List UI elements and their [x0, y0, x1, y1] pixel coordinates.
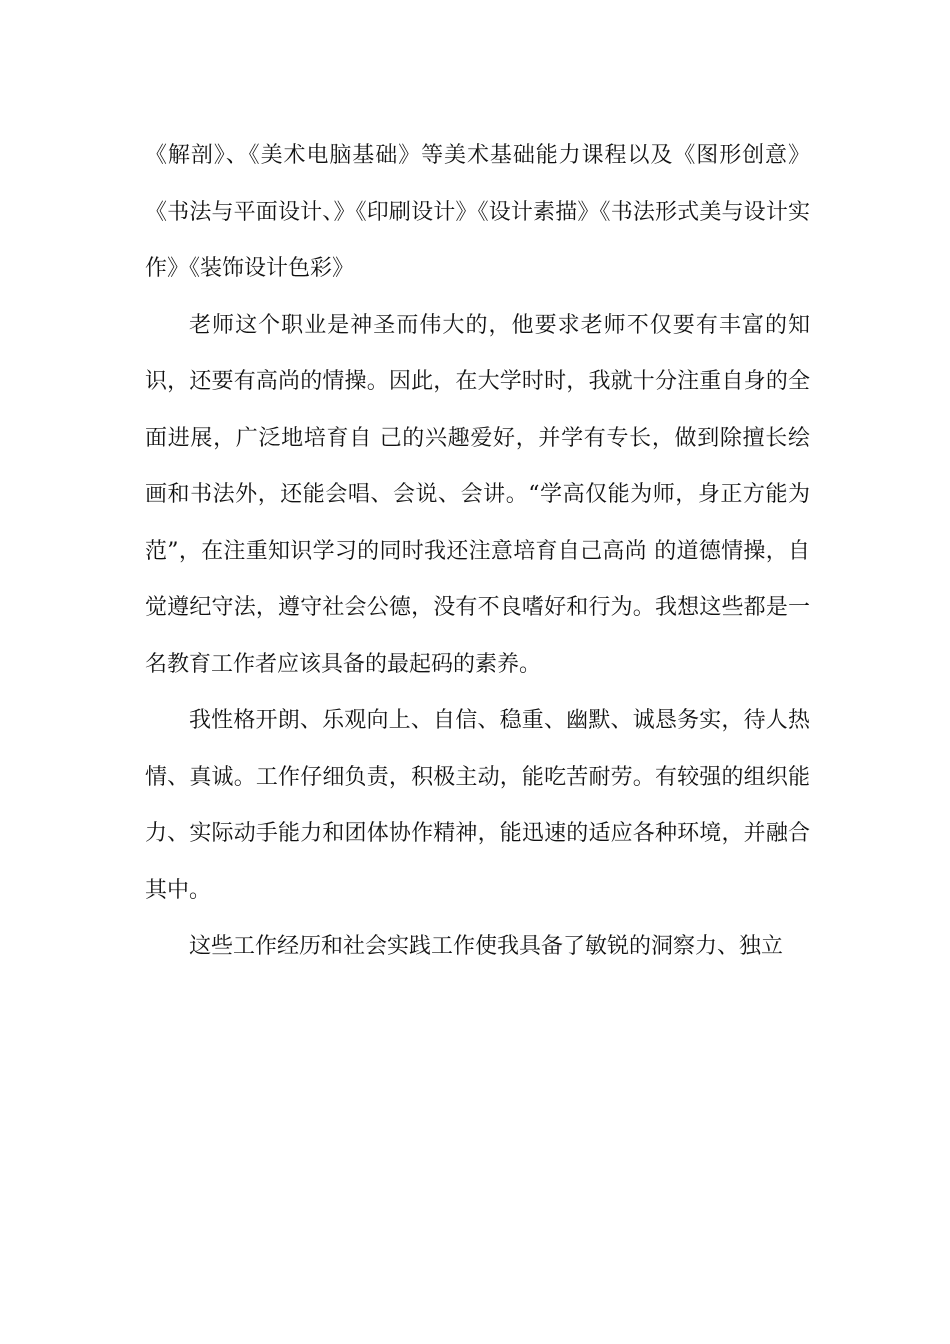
paragraph-courses: 《解剖》、《美术电脑基础》等美术基础能力课程以及《图形创意》《书法与平面设计、》《印刷设计》《设计素描》《书法形式美与设计实作》《装饰设计色彩》 [145, 143, 810, 281]
paragraph-work-experience: 这些工作经历和社会实践工作使我具备了敏锐的洞察力、独立 [189, 934, 784, 959]
document-body [145, 128, 810, 976]
paragraph-teacher-profession: 老师这个职业是神圣而伟大的，他要求老师不仅要有丰富的知识，还要有高尚的情操。因此，在大学时时，我就十分注重自身的全面进展，广泛地培育自 己的兴趣爱好，并学有专长，做到除擅长绘画和书法外，还能会唱、会说、会讲。“学高仅能为师，身正方能为范”，在注重知识学习的同时我还注意培育自己高尚 的道德情操，自觉遵纪守法，遵守社会公德，没有不良嗜好和行为。我想这些都是一名教育工作者应该具备的最起码的素养。 [145, 312, 810, 677]
paragraph-personality: 我性格开朗、乐观向上、自信、稳重、幽默、诚恳务实，待人热情、真诚。工作仔细负责，积极主动，能吃苦耐劳。有较强的组织能力、实际动手能力和团体协作精神，能迅速的适应各种环境，并融合其中。 [145, 708, 810, 903]
